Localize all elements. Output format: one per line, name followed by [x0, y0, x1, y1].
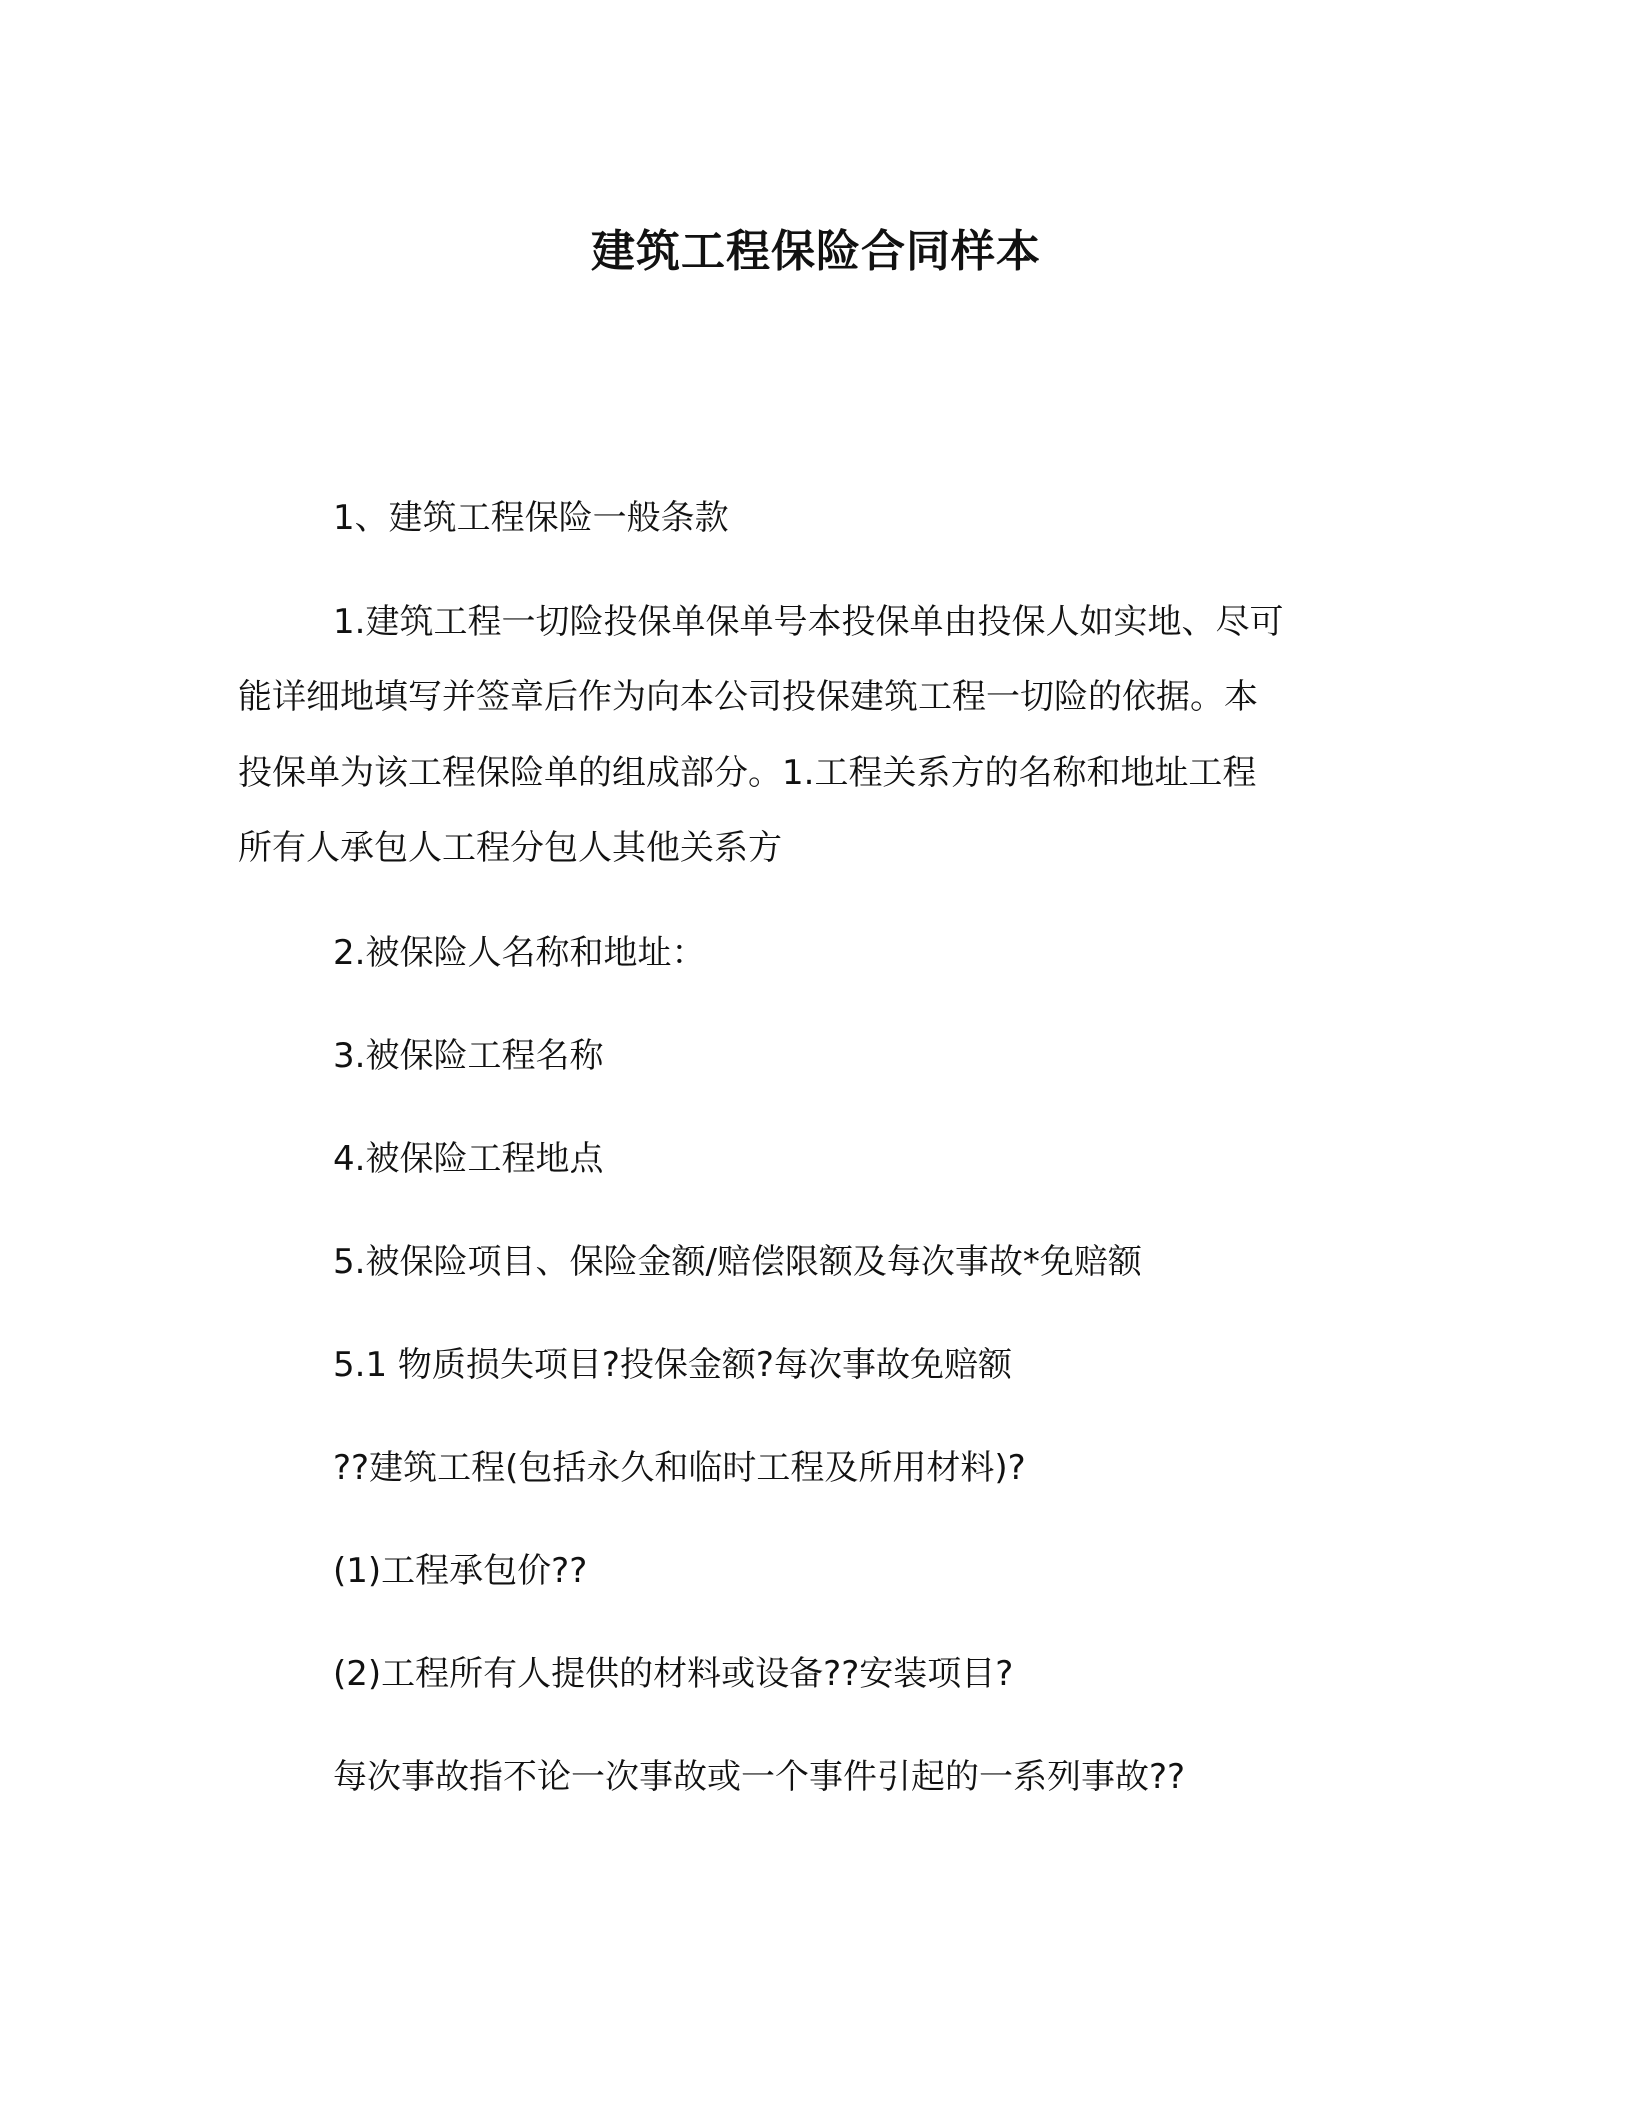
section-heading: 1、建筑工程保险一般条款 [333, 498, 729, 538]
item-project-location: 4.被保险工程地点 [333, 1139, 604, 1179]
item-insured-name-address: 2.被保险人名称和地址： [333, 933, 706, 973]
intro-line-4: 所有人承包人工程分包人其他关系方 [238, 828, 782, 868]
document-title: 建筑工程保险合同样本 [591, 226, 1041, 277]
item-material-loss: 5.1 物质损失项目?投保金额?每次事故免赔额 [333, 1345, 1012, 1385]
intro-line-3: 投保单为该工程保险单的组成部分。1.工程关系方的名称和地址工程 [238, 753, 1257, 793]
item-owner-materials: (2)工程所有人提供的材料或设备??安装项目? [333, 1654, 1014, 1694]
item-contract-price: (1)工程承包价?? [333, 1551, 588, 1591]
item-construction-works: ??建筑工程(包括永久和临时工程及所用材料)? [333, 1448, 1026, 1488]
item-per-accident-definition: 每次事故指不论一次事故或一个事件引起的一系列事故?? [333, 1757, 1186, 1797]
intro-line-1: 1.建筑工程一切险投保单保单号本投保单由投保人如实地、尽可 [333, 602, 1284, 642]
item-insured-items: 5.被保险项目、保险金额/赔偿限额及每次事故*免赔额 [333, 1242, 1142, 1282]
intro-line-2: 能详细地填写并签章后作为向本公司投保建筑工程一切险的依据。本 [238, 677, 1258, 717]
item-project-name: 3.被保险工程名称 [333, 1036, 604, 1076]
